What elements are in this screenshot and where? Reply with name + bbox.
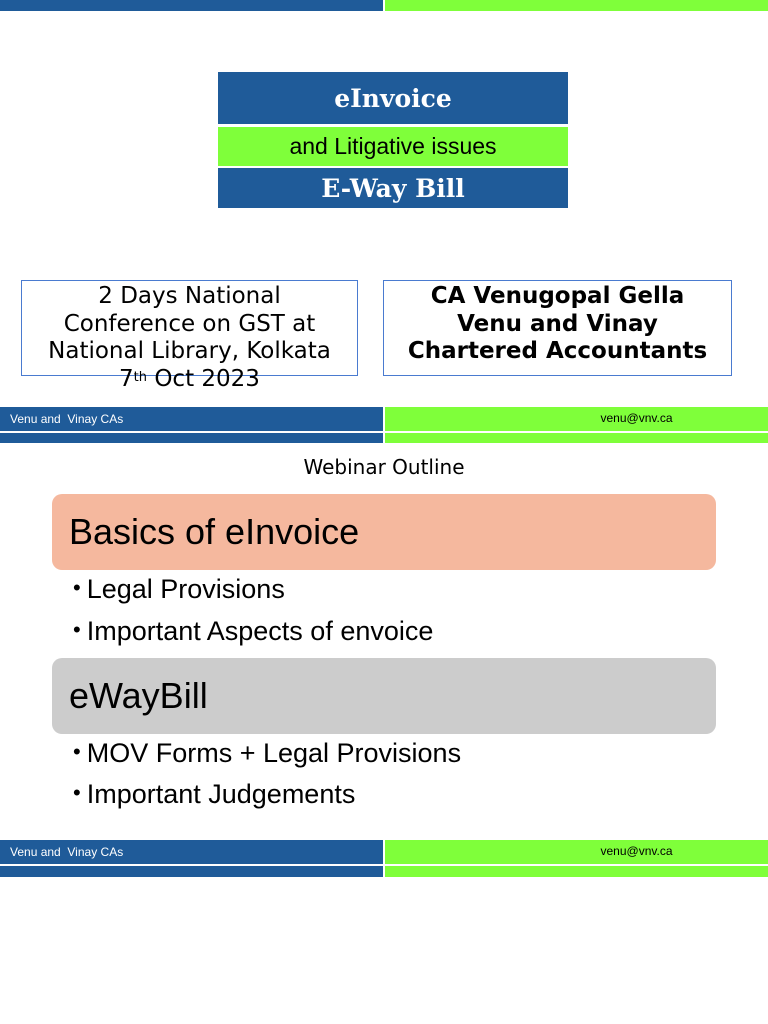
conference-date — [22, 366, 357, 394]
bottom-bar-green — [385, 866, 768, 877]
bullet-dot-icon: • — [73, 617, 81, 642]
bullet-important-judgements — [73, 779, 355, 810]
title-litigative: and Litigative issues — [218, 127, 568, 166]
presenter-box — [383, 280, 732, 376]
bullet-dot-icon: • — [73, 739, 81, 764]
bullet-dot-icon: • — [73, 780, 81, 805]
presenter-firm-line-2: Chartered Accountants — [407, 338, 708, 364]
presenter-name: CA Venugopal Gella — [430, 283, 685, 309]
date-rest: Oct 2023 — [147, 365, 260, 392]
section-basics-einvoice: Basics of eInvoice — [52, 494, 716, 570]
bullet-text: Important Judgements — [86, 779, 356, 809]
bullet-important-aspects — [73, 616, 433, 647]
footer-email: venu@vnv.ca — [600, 844, 673, 858]
conference-line-2: Conference on GST at — [63, 310, 316, 337]
bullet-text: MOV Forms + Legal Provisions — [86, 738, 462, 768]
top-bar-green — [385, 0, 768, 11]
footer-right-1 — [385, 407, 768, 431]
footer-left-1 — [0, 407, 383, 431]
presenter-firm-line-1: Venu and Vinay — [457, 310, 658, 337]
bullet-text: Important Aspects of envoice — [86, 616, 434, 646]
bullet-text: Legal Provisions — [86, 574, 285, 604]
bullet-dot-icon: • — [73, 575, 81, 600]
footer-left-text: Venu and Vinay CAs — [10, 845, 124, 859]
conference-line-1: 2 Days National — [98, 283, 281, 309]
title-einvoice: eInvoice — [218, 72, 568, 124]
outline-heading: Webinar Outline — [303, 455, 465, 479]
bullet-mov-forms — [73, 738, 461, 769]
footer-left-2 — [0, 840, 383, 864]
date-suffix: th — [133, 369, 148, 385]
bottom-bar-blue — [0, 866, 383, 877]
footer-left-text: Venu and Vinay CAs — [10, 412, 124, 426]
conference-box — [21, 280, 358, 392]
top-bar-blue — [0, 0, 383, 11]
section-ewaybill: eWayBill — [52, 658, 716, 734]
slide2-top-bar-blue — [0, 433, 383, 443]
title-eway-bill: E-Way Bill — [218, 168, 568, 208]
conference-line-3: National Library, Kolkata — [48, 338, 331, 364]
footer-right-2 — [385, 840, 768, 864]
slide2-top-bar-green — [385, 433, 768, 443]
footer-email: venu@vnv.ca — [600, 411, 673, 425]
date-day: 7 — [119, 365, 134, 392]
bullet-legal-provisions — [73, 574, 285, 605]
